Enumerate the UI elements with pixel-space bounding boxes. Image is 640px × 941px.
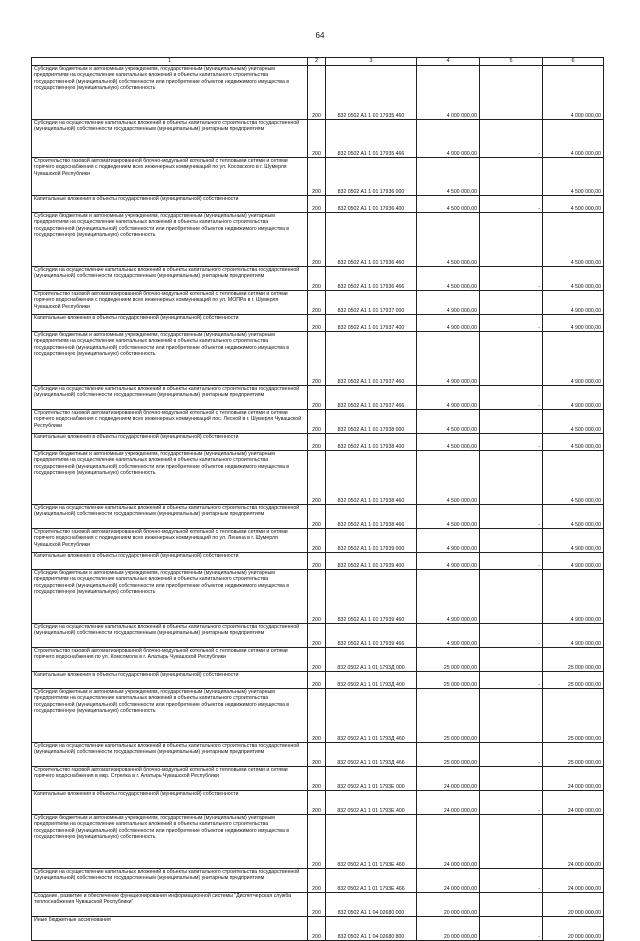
row-name: Субсидии на осуществление капитальных вложений в объекты капитального строительства государственной (муниципальной) собственности государственным (муниципальным) унитарным предприятиям xyxy=(32,386,308,410)
row-code: 200 xyxy=(308,791,326,815)
table-row xyxy=(32,570,604,624)
page-number: 64 xyxy=(315,31,325,40)
row-total: 4 500 000,00 xyxy=(543,505,604,529)
row-classification-code: 832 0502 A1 1 01 1793Е 466 xyxy=(326,869,417,893)
row-classification-code: 832 0502 A1 1 01 17936 466 xyxy=(326,267,417,291)
row-col5: - xyxy=(480,315,543,332)
table-row xyxy=(32,917,604,941)
row-name: Строительство газовой автоматизированной блочно-модульной котельной с тепловыми сетями и сетями горячего водоснабжения по ул. Комсомола в г. Алатырь Чувашской Республики xyxy=(32,648,308,672)
row-code: 200 xyxy=(308,120,326,158)
row-code: 200 xyxy=(308,743,326,767)
table-row xyxy=(32,529,604,553)
table-row xyxy=(32,672,604,689)
row-name: Субсидии бюджетным и автономным учреждениям, государственным (муниципальным) унитарным предприятиям на осуществление капитальных вложений в объекты капитального строительства государственной (муниципальной) собственности или приобретение объектов недвижимого имущества в государственную (муниципальную) собственность xyxy=(32,570,308,624)
row-amount: 25 000 000,00 xyxy=(417,689,480,743)
row-total: 4 000 000,00 xyxy=(543,66,604,120)
row-total: 4 900 000,00 xyxy=(543,529,604,553)
column-header: 5 xyxy=(480,58,543,66)
row-amount: 4 900 000,00 xyxy=(417,529,480,553)
row-total: 4 900 000,00 xyxy=(543,570,604,624)
column-header: 3 xyxy=(326,58,417,66)
row-total: 4 900 000,00 xyxy=(543,553,604,570)
row-amount: 4 500 000,00 xyxy=(417,505,480,529)
row-col5: - xyxy=(480,917,543,941)
row-amount: 4 900 000,00 xyxy=(417,624,480,648)
row-classification-code: 832 0502 A1 1 01 17937 460 xyxy=(326,332,417,386)
table-row xyxy=(32,505,604,529)
row-total: 4 900 000,00 xyxy=(543,291,604,315)
row-name: Субсидии на осуществление капитальных вложений в объекты капитального строительства государственной (муниципальной) собственности государственным (муниципальным) унитарным предприятиям xyxy=(32,743,308,767)
row-classification-code: 832 0502 A1 1 01 17939 466 xyxy=(326,624,417,648)
row-name: Капитальные вложения в объекты государственной (муниципальной) собственности xyxy=(32,791,308,815)
row-name: Капитальные вложения в объекты государственной (муниципальной) собственности xyxy=(32,434,308,451)
row-code: 200 xyxy=(308,158,326,196)
row-amount: 4 500 000,00 xyxy=(417,213,480,267)
row-amount: 20 000 000,00 xyxy=(417,917,480,941)
row-total: 4 900 000,00 xyxy=(543,624,604,648)
row-classification-code: 832 0502 A1 1 01 17939 400 xyxy=(326,553,417,570)
row-amount: 4 500 000,00 xyxy=(417,451,480,505)
row-total: 25 000 000,00 xyxy=(543,743,604,767)
row-code: 200 xyxy=(308,917,326,941)
row-classification-code: 832 0502 A1 1 01 17937 400 xyxy=(326,315,417,332)
row-col5 xyxy=(480,648,543,672)
row-amount: 24 000 000,00 xyxy=(417,869,480,893)
row-amount: 24 000 000,00 xyxy=(417,791,480,815)
row-code: 200 xyxy=(308,332,326,386)
row-total: 4 500 000,00 xyxy=(543,410,604,434)
row-name: Капитальные вложения в объекты государственной (муниципальной) собственности xyxy=(32,553,308,570)
row-amount: 4 500 000,00 xyxy=(417,434,480,451)
row-col5: - xyxy=(480,267,543,291)
header-row xyxy=(32,58,604,66)
row-name: Капитальные вложения в объекты государственной (муниципальной) собственности xyxy=(32,672,308,689)
column-header: 4 xyxy=(417,58,480,66)
row-classification-code: 832 0502 A1 1 01 17936 000 xyxy=(326,158,417,196)
row-total: 24 000 000,00 xyxy=(543,869,604,893)
row-name: Субсидии бюджетным и автономным учреждениям, государственным (муниципальным) унитарным предприятиям на осуществление капитальных вложений в объекты капитального строительства государственной (муниципальной) собственности или приобретение объектов недвижимого имущества в государственную (муниципальную) собственность xyxy=(32,815,308,869)
row-total: 4 500 000,00 xyxy=(543,158,604,196)
row-amount: 4 500 000,00 xyxy=(417,196,480,213)
row-classification-code: 832 0502 A1 1 01 17939 460 xyxy=(326,570,417,624)
row-amount: 24 000 000,00 xyxy=(417,767,480,791)
row-total: 24 000 000,00 xyxy=(543,767,604,791)
row-classification-code: 832 0502 A1 1 01 1793Д 000 xyxy=(326,648,417,672)
row-code: 200 xyxy=(308,291,326,315)
table-row xyxy=(32,767,604,791)
row-col5: - xyxy=(480,553,543,570)
row-classification-code: 832 0502 A1 1 01 17938 466 xyxy=(326,505,417,529)
row-name: Субсидии на осуществление капитальных вложений в объекты капитального строительства государственной (муниципальной) собственности государственным (муниципальным) унитарным предприятиям xyxy=(32,624,308,648)
row-classification-code: 832 0502 A1 1 01 1793Е 000 xyxy=(326,767,417,791)
row-code: 200 xyxy=(308,553,326,570)
row-code: 200 xyxy=(308,196,326,213)
row-name: Создание, развитие и обеспечение функционирования информационной системы "Диспетчерская служба теплоснабжения Чувашской Республики" xyxy=(32,893,308,917)
row-amount: 4 900 000,00 xyxy=(417,291,480,315)
row-total: 4 500 000,00 xyxy=(543,451,604,505)
row-classification-code: 832 0502 A1 1 01 17936 460 xyxy=(326,213,417,267)
row-amount: 4 900 000,00 xyxy=(417,570,480,624)
row-col5: - xyxy=(480,672,543,689)
row-classification-code: 832 0502 A1 1 01 1793Д 400 xyxy=(326,672,417,689)
row-code: 200 xyxy=(308,529,326,553)
row-col5: - xyxy=(480,386,543,410)
row-total: 4 500 000,00 xyxy=(543,434,604,451)
row-name: Строительство газовой автоматизированной блочно-модульной котельной с тепловыми сетями и сетями горячего водоснабжения с подведением всех инженерных коммуникаций по ул. Ленина в г. Шумерля Чувашской Республики xyxy=(32,529,308,553)
row-name: Строительство газовой автоматизированной блочно-модульной котельной с тепловыми сетями и сетями горячего водоснабжения с подведением всех инженерных коммуникаций по ул. Косовского в г. Шумерля Чувашской Республики xyxy=(32,158,308,196)
row-name: Иные бюджетные ассигнования xyxy=(32,917,308,941)
row-classification-code: 832 0502 A1 1 01 1793Д 460 xyxy=(326,689,417,743)
row-total: 4 500 000,00 xyxy=(543,196,604,213)
table-row xyxy=(32,66,604,120)
table-row xyxy=(32,451,604,505)
row-col5 xyxy=(480,291,543,315)
column-header: 1 xyxy=(32,58,308,66)
row-total: 25 000 000,00 xyxy=(543,648,604,672)
table-row xyxy=(32,291,604,315)
table-row xyxy=(32,315,604,332)
row-col5 xyxy=(480,451,543,505)
row-name: Капитальные вложения в объекты государственной (муниципальной) собственности xyxy=(32,315,308,332)
row-code: 200 xyxy=(308,689,326,743)
row-code: 200 xyxy=(308,267,326,291)
row-code: 200 xyxy=(308,815,326,869)
row-total: 4 500 000,00 xyxy=(543,213,604,267)
table-row xyxy=(32,624,604,648)
row-name: Субсидии бюджетным и автономным учреждениям, государственным (муниципальным) унитарным предприятиям на осуществление капитальных вложений в объекты капитального строительства государственной (муниципальной) собственности или приобретение объектов недвижимого имущества в государственную (муниципальную) собственность xyxy=(32,332,308,386)
row-amount: 4 900 000,00 xyxy=(417,332,480,386)
table-row xyxy=(32,434,604,451)
row-col5 xyxy=(480,66,543,120)
row-code: 200 xyxy=(308,213,326,267)
row-code: 200 xyxy=(308,672,326,689)
row-name: Субсидии бюджетным и автономным учреждениям, государственным (муниципальным) унитарным предприятиям на осуществление капитальных вложений в объекты капитального строительства государственной (муниципальной) собственности или приобретение объектов недвижимого имущества в государственную (муниципальную) собственность xyxy=(32,689,308,743)
row-classification-code: 832 0502 A1 1 01 1793Е 400 xyxy=(326,791,417,815)
row-name: Субсидии на осуществление капитальных вложений в объекты капитального строительства государственной (муниципальной) собственности государственным (муниципальным) унитарным предприятиям xyxy=(32,267,308,291)
row-amount: 4 000 000,00 xyxy=(417,66,480,120)
row-col5: - xyxy=(480,196,543,213)
table-row xyxy=(32,332,604,386)
row-code: 200 xyxy=(308,648,326,672)
table-row xyxy=(32,158,604,196)
row-code: 200 xyxy=(308,570,326,624)
row-total: 20 000 000,00 xyxy=(543,917,604,941)
row-col5 xyxy=(480,815,543,869)
table-row xyxy=(32,196,604,213)
table-row xyxy=(32,689,604,743)
row-code: 200 xyxy=(308,451,326,505)
row-amount: 20 000 000,00 xyxy=(417,893,480,917)
row-name: Капитальные вложения в объекты государственной (муниципальной) собственности xyxy=(32,196,308,213)
row-classification-code: 832 0502 A1 1 01 17935 466 xyxy=(326,120,417,158)
table-row xyxy=(32,743,604,767)
row-col5 xyxy=(480,570,543,624)
row-col5 xyxy=(480,213,543,267)
row-total: 4 900 000,00 xyxy=(543,386,604,410)
table-row xyxy=(32,869,604,893)
row-amount: 4 500 000,00 xyxy=(417,410,480,434)
row-total: 25 000 000,00 xyxy=(543,672,604,689)
row-amount: 25 000 000,00 xyxy=(417,743,480,767)
row-classification-code: 832 0502 A1 1 01 17936 400 xyxy=(326,196,417,213)
row-code: 200 xyxy=(308,767,326,791)
row-col5: - xyxy=(480,743,543,767)
table-row xyxy=(32,120,604,158)
row-name: Субсидии бюджетным и автономным учреждениям, государственным (муниципальным) унитарным предприятиям на осуществление капитальных вложений в объекты капитального строительства государственной (муниципальной) собственности или приобретение объектов недвижимого имущества в государственную (муниципальную) собственность xyxy=(32,66,308,120)
row-name: Субсидии на осуществление капитальных вложений в объекты капитального строительства государственной (муниципальной) собственности государственным (муниципальным) унитарным предприятиям xyxy=(32,120,308,158)
row-total: 4 900 000,00 xyxy=(543,315,604,332)
row-code: 200 xyxy=(308,505,326,529)
row-total: 4 500 000,00 xyxy=(543,267,604,291)
table-row xyxy=(32,553,604,570)
table-row xyxy=(32,648,604,672)
row-classification-code: 832 0502 A1 1 01 17935 460 xyxy=(326,66,417,120)
column-header: 2 xyxy=(308,58,326,66)
row-total: 25 000 000,00 xyxy=(543,689,604,743)
row-name: Субсидии на осуществление капитальных вложений в объекты капитального строительства государственной (муниципальной) собственности государственным (муниципальным) унитарным предприятиям xyxy=(32,505,308,529)
row-name: Строительство газовой автоматизированной блочно-модульной котельной с тепловыми сетями и сетями горячего водоснабжения с подведением всех инженерных коммуникаций пос. Лесной в г. Шумерля Чувашской Республики xyxy=(32,410,308,434)
row-amount: 4 500 000,00 xyxy=(417,267,480,291)
row-classification-code: 832 0502 A1 1 04 02680 800 xyxy=(326,917,417,941)
row-classification-code: 832 0502 A1 1 01 17938 000 xyxy=(326,410,417,434)
row-col5 xyxy=(480,529,543,553)
row-amount: 25 000 000,00 xyxy=(417,672,480,689)
row-code: 200 xyxy=(308,624,326,648)
row-total: 20 000 000,00 xyxy=(543,893,604,917)
row-amount: 4 900 000,00 xyxy=(417,553,480,570)
row-name: Строительство газовой автоматизированной блочно-модульной котельной с тепловыми сетями и сетями горячего водоснабжения в мкр. Стрелка в г. Алатырь Чувашской Республики xyxy=(32,767,308,791)
row-code: 200 xyxy=(308,410,326,434)
row-classification-code: 832 0502 A1 1 01 17937 466 xyxy=(326,386,417,410)
row-name: Субсидии на осуществление капитальных вложений в объекты капитального строительства государственной (муниципальной) собственности государственным (муниципальным) унитарным предприятиям xyxy=(32,869,308,893)
row-code: 200 xyxy=(308,893,326,917)
row-classification-code: 832 0502 A1 1 01 17938 400 xyxy=(326,434,417,451)
row-name: Строительство газовой автоматизированной блочно-модульной котельной с тепловыми сетями и сетями горячего водоснабжения с подведением всех инженерных коммуникаций по ул. МОПРа в г. Шумерля Чувашской Республики xyxy=(32,291,308,315)
table-row xyxy=(32,791,604,815)
row-amount: 25 000 000,00 xyxy=(417,648,480,672)
row-classification-code: 832 0502 A1 1 01 17937 000 xyxy=(326,291,417,315)
row-code: 200 xyxy=(308,869,326,893)
table-row xyxy=(32,815,604,869)
row-name: Субсидии бюджетным и автономным учреждениям, государственным (муниципальным) унитарным предприятиям на осуществление капитальных вложений в объекты капитального строительства государственной (муниципальной) собственности или приобретение объектов недвижимого имущества в государственную (муниципальную) собственность xyxy=(32,451,308,505)
row-name: Субсидии бюджетным и автономным учреждениям, государственным (муниципальным) унитарным предприятиям на осуществление капитальных вложений в объекты капитального строительства государственной (муниципальной) собственности или приобретение объектов недвижимого имущества в государственную (муниципальную) собственность xyxy=(32,213,308,267)
row-amount: 24 000 000,00 xyxy=(417,815,480,869)
row-classification-code: 832 0502 A1 1 01 17938 460 xyxy=(326,451,417,505)
table-body xyxy=(32,66,604,941)
budget-table xyxy=(31,57,604,941)
row-amount: 4 000 000,00 xyxy=(417,120,480,158)
row-col5: - xyxy=(480,120,543,158)
row-col5: - xyxy=(480,869,543,893)
row-amount: 4 500 000,00 xyxy=(417,158,480,196)
row-classification-code: 832 0502 A1 1 01 1793Е 460 xyxy=(326,815,417,869)
row-col5: - xyxy=(480,791,543,815)
table-row xyxy=(32,386,604,410)
row-amount: 4 900 000,00 xyxy=(417,386,480,410)
row-amount: 4 900 000,00 xyxy=(417,315,480,332)
row-code: 200 xyxy=(308,315,326,332)
row-code: 200 xyxy=(308,434,326,451)
row-col5 xyxy=(480,767,543,791)
row-total: 24 000 000,00 xyxy=(543,815,604,869)
row-col5 xyxy=(480,158,543,196)
table-row xyxy=(32,213,604,267)
row-col5 xyxy=(480,332,543,386)
row-classification-code: 832 0502 A1 1 01 1793Д 466 xyxy=(326,743,417,767)
row-total: 24 000 000,00 xyxy=(543,791,604,815)
row-classification-code: 832 0502 A1 1 01 17939 000 xyxy=(326,529,417,553)
table-row xyxy=(32,410,604,434)
row-classification-code: 832 0502 A1 1 04 02680 000 xyxy=(326,893,417,917)
row-code: 200 xyxy=(308,386,326,410)
table-row xyxy=(32,267,604,291)
row-total: 4 900 000,00 xyxy=(543,332,604,386)
row-code: 200 xyxy=(308,66,326,120)
row-col5: - xyxy=(480,624,543,648)
row-col5 xyxy=(480,689,543,743)
row-col5: - xyxy=(480,505,543,529)
column-header: 6 xyxy=(543,58,604,66)
row-col5 xyxy=(480,410,543,434)
row-total: 4 000 000,00 xyxy=(543,120,604,158)
row-col5: - xyxy=(480,434,543,451)
